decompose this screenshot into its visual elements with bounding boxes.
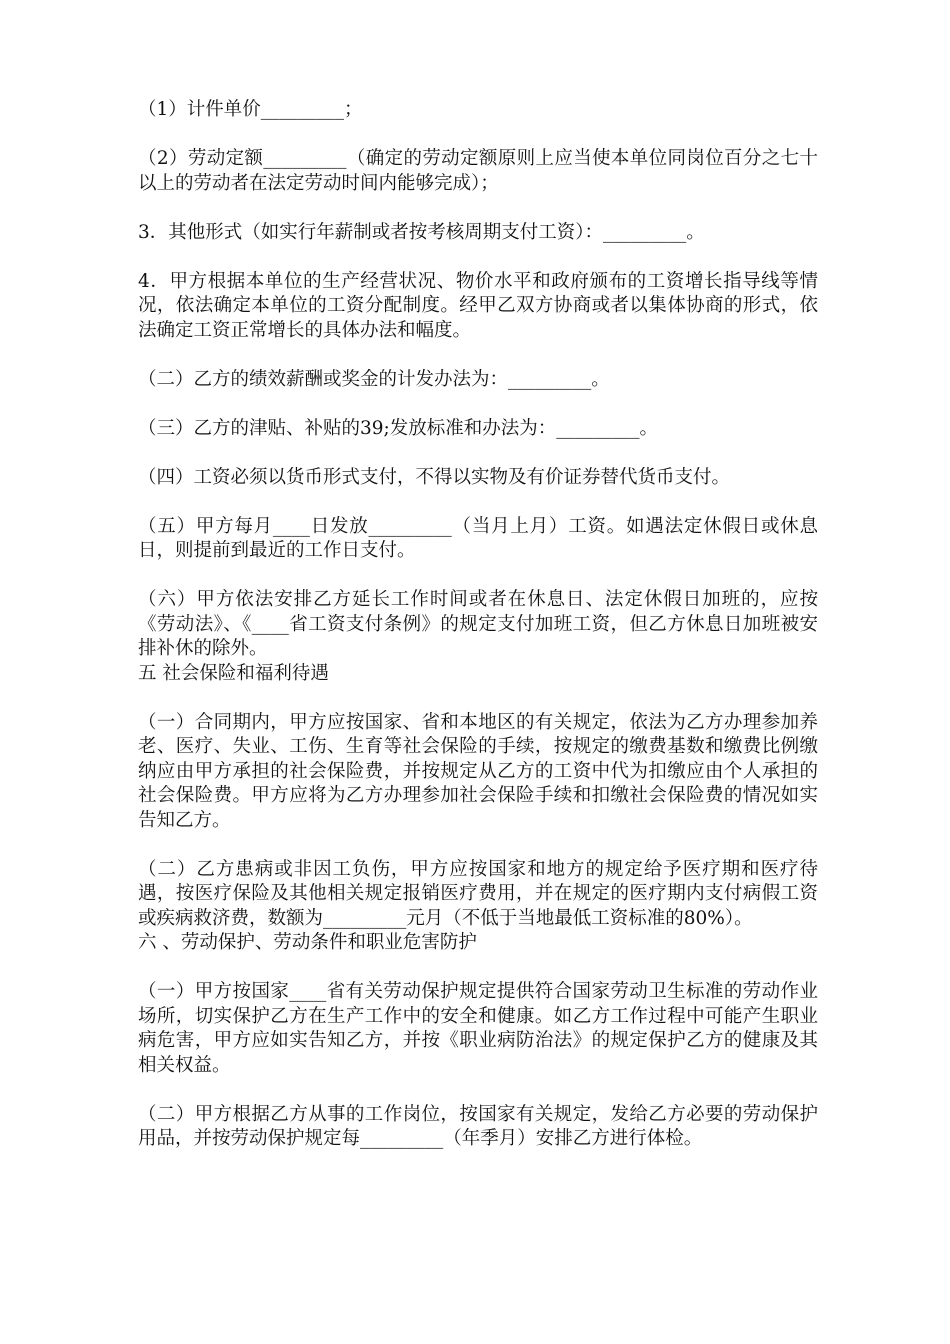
paragraph-overtime: （六）甲方依法安排乙方延长工作时间或者在休息日、法定休假日加班的，应按《劳动法》、《____省工资支付条例》的规定支付加班工资，但乙方休息日加班被安排补休的除外。: [138, 589, 818, 659]
paragraph-currency-payment: （四）工资必须以货币形式支付，不得以实物及有价证券替代货币支付。: [138, 466, 731, 488]
paragraph-workplace-safety: （一）甲方按国家____省有关劳动保护规定提供符合国家劳动卫生标准的劳动作业场所，切实保护乙方在生产工作中的安全和健康。如乙方工作过程中可能产生职业病危害，甲方应如实告知乙方，并按《职业病防治法》的规定保护乙方的健康及其相关权益。: [138, 981, 818, 1076]
paragraph-allowance: （三）乙方的津贴、补贴的39;发放标准和办法为：_________。: [138, 417, 659, 439]
paragraph-payday: （五）甲方每月____日发放_________（当月上月）工资。如遇法定休假日或休息日，则提前到最近的工作日支付。: [138, 515, 818, 561]
paragraph-wage-system: 4．甲方根据本单位的生产经营状况、物价水平和政府颁布的工资增长指导线等情况，依法确定本单位的工资分配制度。经甲乙双方协商或者以集体协商的形式，依法确定工资正常增长的具体办法和幅度。: [138, 270, 818, 341]
paragraph-labor-quota: （2）劳动定额_________（确定的劳动定额原则上应当使本单位同岗位百分之七十以上的劳动者在法定劳动时间内能够完成）；: [138, 148, 818, 194]
section-heading-labor-protection: 六 、劳动保护、劳动条件和职业危害防护: [138, 932, 477, 953]
paragraph-other-forms: 3．其他形式（如实行年薪制或者按考核周期支付工资）：_________。: [138, 221, 705, 243]
paragraph-social-insurance: （一）合同期内，甲方应按国家、省和本地区的有关规定，依法为乙方办理参加养老、医疗、失业、工伤、生育等社会保险的手续，按规定的缴费基数和缴费比例缴纳应由甲方承担的社会保险费，并按规定从乙方的工资中代为扣缴应由个人承担的社会保险费。甲方应将为乙方办理参加社会保险手续和扣缴社会保险费的情况如实告知乙方。: [138, 711, 818, 831]
paragraph-piece-rate: （1）计件单价_________；: [138, 99, 363, 120]
document-body: [138, 98, 818, 1152]
paragraph-medical-treatment: （二）乙方患病或非因工负伤，甲方应按国家和地方的规定给予医疗期和医疗待遇，按医疗保险及其他相关规定报销医疗费用，并在规定的医疗期内支付病假工资或疾病救济费，数额为_________元月（不低于当地最低工资标准的80%）。: [138, 858, 818, 929]
section-heading-social-insurance: 五 社会保险和福利待遇: [138, 662, 329, 684]
paragraph-bonus: （二）乙方的绩效薪酬或奖金的计发办法为：_________。: [138, 368, 610, 390]
paragraph-protective-equipment: （二）甲方根据乙方从事的工作岗位，按国家有关规定，发给乙方必要的劳动保护用品，并按劳动保护规定每_________（年季月）安排乙方进行体检。: [138, 1103, 818, 1149]
